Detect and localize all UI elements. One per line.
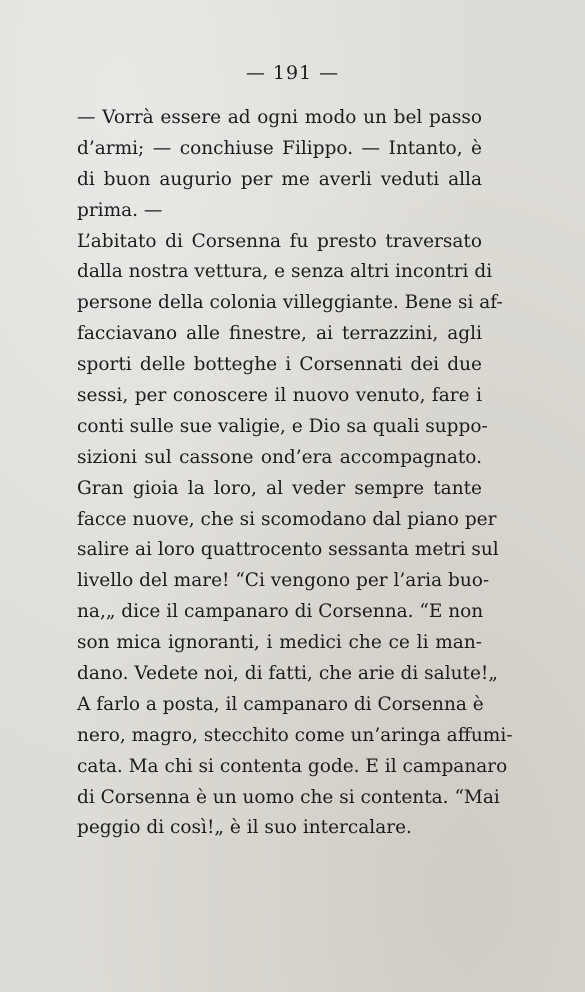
text-line: facciavano alle finestre, ai terrazzini, agli — [77, 323, 482, 345]
text-line: di buon augurio per me averli veduti alla — [77, 168, 482, 190]
text-line: cata. Ma chi si contenta gode. E il campanaro — [77, 755, 508, 777]
text-line: d’armi; — conchiuse Filippo. — Intanto, è — [77, 137, 482, 159]
text-line: livello del mare! “Ci vengono per l’aria buo- — [77, 570, 490, 592]
text-line: sporti delle botteghe i Corsennati dei due — [77, 354, 482, 376]
text-line: persone della colonia villeggiante. Bene si af- — [77, 292, 503, 314]
text-line: Gran gioia la loro, al veder sempre tante — [77, 477, 482, 499]
text-line: salire ai loro quattrocento sessanta metri sul — [77, 539, 499, 561]
text-line: prima. — — [77, 199, 163, 221]
text-line: — Vorrà essere ad ogni modo un bel passo — [77, 107, 482, 128]
text-line: sizioni sul cassone ond’era accompagnato. — [77, 446, 482, 468]
text-line: na,„ dice il campanaro di Corsenna. “E non — [77, 601, 484, 623]
text-line: conti sulle sue valigie, e Dio sa quali suppo- — [77, 415, 488, 437]
body-text — [77, 103, 513, 844]
text-line: sessi, per conoscere il nuovo venuto, fare i — [77, 385, 482, 407]
text-line: peggio di così!„ è il suo intercalare. — [77, 817, 412, 839]
text-line: son mica ignoranti, i medici che ce li man- — [77, 632, 482, 654]
text-line: nero, magro, stecchito come un’aringa affumi- — [77, 724, 513, 746]
text-line: L’abitato di Corsenna fu presto traversato — [77, 230, 482, 252]
text-line: dalla nostra vettura, e senza altri incontri di — [77, 261, 493, 283]
page-number: — 191 — — [245, 62, 340, 84]
text-line: facce nuove, che si scomodano dal piano per — [77, 508, 497, 530]
text-line: A farlo a posta, il campanaro di Corsenna è — [77, 693, 484, 715]
text-line: di Corsenna è un uomo che si contenta. “Mai — [77, 786, 500, 808]
text-line: dano. Vedete noi, di fatti, che arie di salute!„ — [77, 663, 498, 685]
